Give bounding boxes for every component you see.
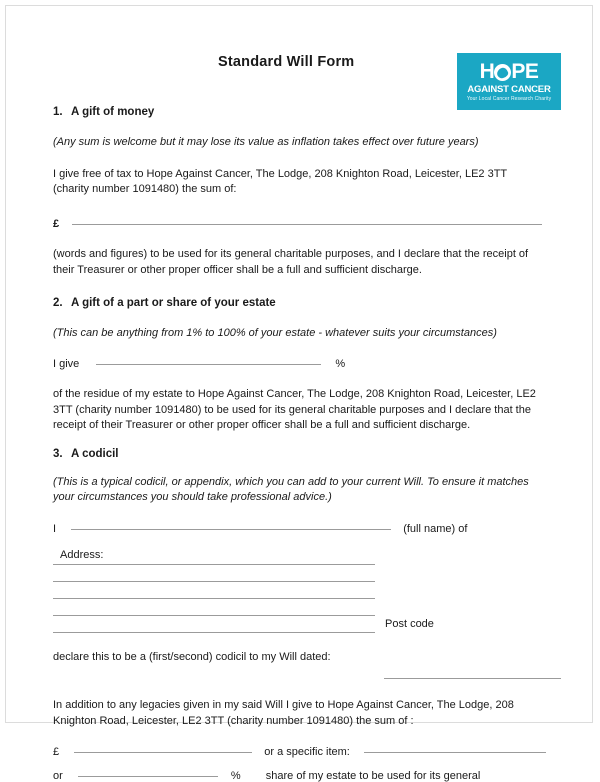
document-header (53, 6, 561, 106)
date-row (53, 672, 561, 684)
pound-symbol-3: £ (53, 746, 60, 759)
section-3-number: 3. (53, 447, 63, 460)
codicil-percent-field[interactable] (78, 776, 218, 777)
or-label: or (53, 770, 63, 782)
section-2-note: (This can be anything from 1% to 100% of your estate - whatever suits your circumstances) (53, 327, 497, 340)
section-1-title: A gift of money (71, 106, 155, 118)
share-text: share of my estate to be used for its general (265, 770, 481, 782)
section-1-note: (Any sum is welcome but it may lose its value as inflation takes effect over future years) (53, 136, 479, 148)
logo-tagline: Your Local Cancer Research Charity (466, 96, 552, 102)
full-name-row (53, 523, 561, 535)
section-1-intro: I give free of tax to Hope Against Cancer, The Lodge, 208 Knighton Road, Leicester, LE2 3TT (charity number 1091480) the sum of: (53, 167, 507, 196)
postcode-label: Post code (385, 617, 434, 630)
section-1-closing: (words and figures) to be used for its general charitable purposes, and I declare that the receipt of their Treasurer or other proper officer shall be a full and sufficient discharge. (53, 248, 529, 276)
specific-item-label: or a specific item: (264, 746, 350, 759)
section-2-title: A gift of a part or share of your estate (71, 297, 276, 310)
codicil-share-row (53, 770, 561, 782)
declare-text: declare this to be a (first/second) codicil to my Will dated: (53, 650, 331, 663)
full-name-suffix-label: (full name) of (403, 522, 468, 535)
pound-symbol-1: £ (53, 218, 60, 231)
addition-text: In addition to any legacies given in my said Will I give to Hope Against Cancer, The Lodge, 208 Knighton Road, Leicester, LE2 3TT (charity number 1091480) the sum of : (53, 699, 514, 727)
section-3-note: (This is a typical codicil, or appendix, which you can add to your current Will. To ensure it matches your circumstances you should take professional advice.) (53, 475, 529, 503)
section-gift-of-money (53, 106, 561, 278)
section-1-number: 1. (53, 106, 63, 118)
codicil-amount-field[interactable] (74, 752, 252, 753)
address-line-1[interactable] (53, 548, 375, 565)
section-2-percent-row (53, 358, 561, 370)
full-name-field[interactable] (71, 529, 391, 530)
section-codicil (53, 448, 561, 782)
section-1-amount-row (53, 218, 561, 230)
section-2-heading (53, 297, 561, 309)
name-prefix-label: I (53, 522, 57, 535)
codicil-amount-row (53, 746, 561, 758)
logo-wordmark (457, 61, 561, 82)
page-title: Standard Will Form (218, 54, 355, 70)
address-line-3[interactable] (53, 582, 375, 599)
address-line-5[interactable] (53, 616, 434, 633)
hope-against-cancer-logo (457, 53, 561, 110)
logo-word-before: H (479, 60, 495, 83)
address-label: Address: (60, 549, 106, 561)
section-2-body: of the residue of my estate to Hope Against Cancer, The Lodge, 208 Knighton Road, Leicester, LE2 3TT (charity number 1091480) to be used for its general charitable purposes and I declare that the receipt of their Treasurer or other proper officer shall be a full and sufficient discharge. (53, 388, 536, 432)
logo-word-after: PE (511, 60, 539, 83)
amount-field-1[interactable] (72, 224, 542, 225)
section-gift-of-share (53, 297, 561, 434)
section-3-title: A codicil (71, 447, 119, 460)
document-content (53, 6, 561, 782)
address-block (53, 548, 561, 633)
address-line-2[interactable] (53, 565, 375, 582)
logo-subtitle: AGAINST CANCER (467, 84, 551, 95)
percent-symbol-3: % (230, 770, 241, 782)
percent-symbol-2: % (335, 358, 346, 371)
document-page (5, 5, 593, 782)
section-2-number: 2. (53, 297, 63, 310)
percent-field-2[interactable] (96, 364, 321, 365)
will-date-field[interactable] (384, 678, 561, 679)
specific-item-field[interactable] (364, 752, 546, 753)
dove-circle-icon (494, 64, 511, 81)
i-give-label: I give (53, 358, 80, 371)
section-3-heading (53, 448, 561, 460)
address-line-4[interactable] (53, 599, 375, 616)
